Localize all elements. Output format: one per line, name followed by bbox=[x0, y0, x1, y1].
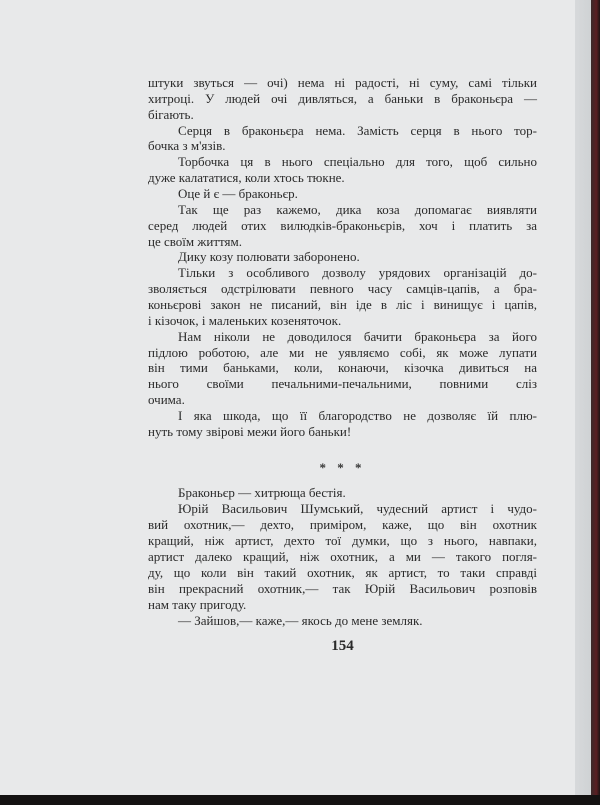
text-line: хитроці. У людей очі дивляться, а баньки в браконьєра — bbox=[148, 90, 537, 106]
paragraph bbox=[148, 265, 537, 328]
text-line: Серця в браконьєра нема. Замість серця в нього тор- bbox=[178, 122, 537, 138]
text-line: коньєрові закон не писаний, він іде в ліс і винищує і цапів, bbox=[148, 297, 537, 313]
text-line: Браконьєр — хитрюща бестія. bbox=[178, 485, 346, 500]
text-line: нам таку пригоду. bbox=[148, 597, 247, 612]
section-separator: * * * bbox=[319, 460, 366, 475]
text-line: і кізочок, і маленьких козеняточок. bbox=[148, 312, 342, 328]
text-line: Оце й є — браконьєр. bbox=[178, 186, 298, 202]
text-line: серед людей отих вилюдків-браконьєрів, хоч і платить за bbox=[148, 217, 537, 233]
text-line: бігають. bbox=[148, 106, 194, 122]
text-line: він тими баньками, коли, конаючи, кізочка дивиться на bbox=[148, 360, 537, 376]
text-line: нуть тому звірові межи його баньки! bbox=[148, 423, 352, 439]
text-line: Нам ніколи не доводилося бачити браконьєра за його bbox=[178, 328, 537, 344]
text-line: нього своїми печальними-печальними, повними сліз bbox=[148, 376, 537, 392]
text-line: Торбочка ця в нього спеціально для того, щоб сильно bbox=[178, 154, 537, 170]
page-number: 154 bbox=[331, 638, 354, 654]
text-line: артист далеко кращий, ніж охотник, а ми — такого погля- bbox=[148, 549, 537, 564]
text-line: це своїм життям. bbox=[148, 233, 242, 249]
paragraph bbox=[148, 408, 537, 440]
text-line: підлою роботою, але ми не уявляємо собі, як може лупати bbox=[148, 344, 537, 360]
paragraph bbox=[148, 75, 537, 123]
text-line: І яка шкода, що її благородство не дозволяє їй плю- bbox=[178, 408, 537, 424]
paragraph bbox=[148, 202, 537, 250]
text-line: Дику козу полювати заборонено. bbox=[178, 249, 360, 265]
text-line: дуже калататися, коли хтось тюкне. bbox=[148, 170, 345, 186]
paragraph bbox=[148, 501, 537, 613]
text-line: Юрій Васильович Шумський, чудесний артист і чудо- bbox=[178, 501, 537, 516]
book-cover-edge bbox=[591, 0, 600, 805]
paragraph bbox=[148, 186, 537, 202]
text-line: вий охотник,— дехто, приміром, каже, що він охотник bbox=[148, 517, 537, 532]
text-line: кращий, ніж артист, дехто тої думки, що з нього, навпаки, bbox=[148, 533, 537, 548]
paragraph bbox=[148, 249, 537, 265]
text-line: Так ще раз кажемо, дика коза допомагає виявляти bbox=[178, 201, 537, 217]
text-line: він прекрасний охотник,— так Юрій Васильович розповів bbox=[148, 581, 537, 596]
text-section-1 bbox=[148, 75, 537, 440]
paragraph bbox=[148, 485, 537, 501]
paragraph bbox=[148, 329, 537, 408]
paragraph bbox=[148, 123, 537, 155]
text-line: — Зайшов,— каже,— якось до мене земляк. bbox=[178, 613, 423, 628]
text-line: очима. bbox=[148, 392, 185, 408]
text-line: штуки звуться — очі) нема ні радості, ні суму, самі тільки bbox=[148, 75, 537, 90]
paragraph bbox=[148, 154, 537, 186]
text-line: ду, що коли він такий охотник, як артист, то таки справді bbox=[148, 565, 537, 580]
scan-background bbox=[0, 795, 600, 805]
text-line: бочка з м'язів. bbox=[148, 138, 226, 154]
paragraph bbox=[148, 613, 537, 629]
text-line: Тільки з особливого дозволу урядових організацій до- bbox=[178, 265, 537, 281]
page-edge bbox=[575, 0, 591, 795]
text-section-2 bbox=[148, 485, 537, 629]
text-line: зволяється одстрілювати певного часу самців-цапів, а бра- bbox=[148, 281, 537, 297]
